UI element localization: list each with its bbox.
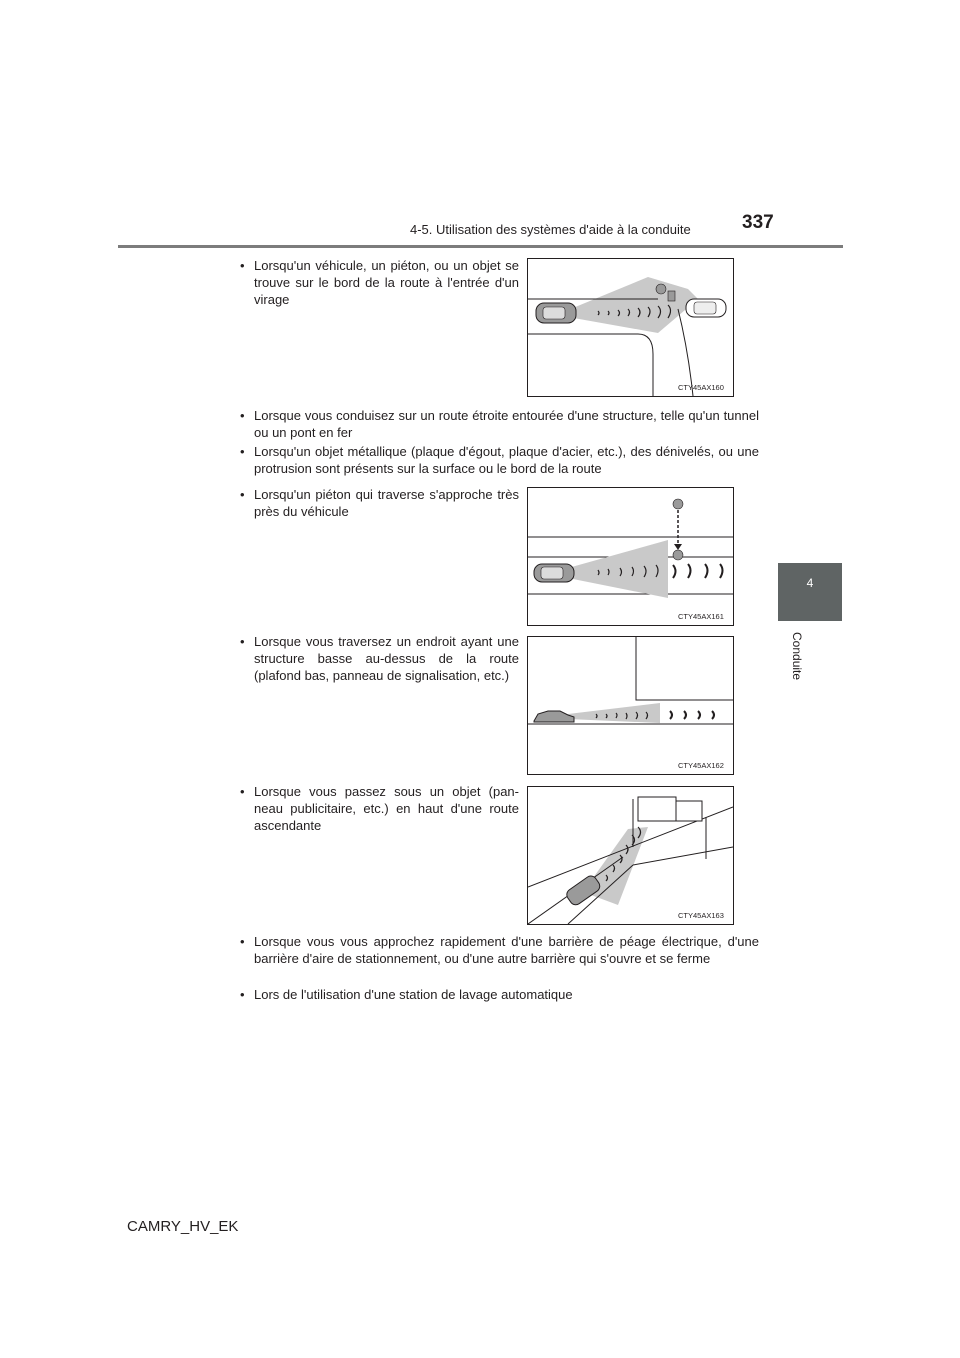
figure-crossing-pedestrian (527, 487, 734, 626)
figure-low-overhead-structure (527, 636, 734, 775)
list-item: • Lorsque vous passez sous un objet (pan-neau publicitaire, etc.) en haut d'une route ascendante (240, 784, 519, 833)
list-item: • Lorsqu'un objet métallique (plaque d'égout, plaque d'acier, etc.), des dénivelés, ou une protrusion sont présents sur la surface ou le bord de la route (240, 444, 759, 476)
list-item: • Lorsque vous conduisez sur un route étroite entourée d'une structure, telle qu'un tunnel ou un pont en fer (240, 408, 759, 440)
page-number: 337 (742, 212, 774, 233)
list-item: • Lorsqu'un véhicule, un piéton, ou un objet se trouve sur le bord de la route à l'entrée d'un virage (240, 258, 519, 307)
figure-code: CTY45AX161 (678, 612, 724, 621)
header-rule (118, 245, 843, 248)
figure-code: CTY45AX160 (678, 383, 724, 392)
figure-curve-roadside-object (527, 258, 734, 397)
chapter-tab (778, 563, 842, 621)
chapter-label: Conduite (790, 632, 804, 681)
section-title: 4-5. Utilisation des systèmes d'aide à la conduite (410, 222, 691, 237)
list-item: • Lorsque vous vous approchez rapidement d'une barrière de péage électrique, d'une barrière d'aire de stationnement, ou d'une autre barrière qui s'ouvre et se ferme (240, 934, 759, 966)
list-item: • Lorsque vous traversez un endroit ayant une structure basse au-dessus de la route (plafond bas, panneau de signalisation, etc.) (240, 634, 519, 683)
list-item: • Lorsqu'un piéton qui traverse s'approche très près du véhicule (240, 487, 519, 519)
figure-code: CTY45AX162 (678, 761, 724, 770)
figure-ascending-road-overhead-sign (527, 786, 734, 925)
list-item: • Lors de l'utilisation d'une station de lavage automatique (240, 987, 573, 1002)
footer-model: CAMRY_HV_EK (127, 1218, 239, 1235)
figure-code: CTY45AX163 (678, 911, 724, 920)
chapter-number: 4 (806, 576, 814, 590)
